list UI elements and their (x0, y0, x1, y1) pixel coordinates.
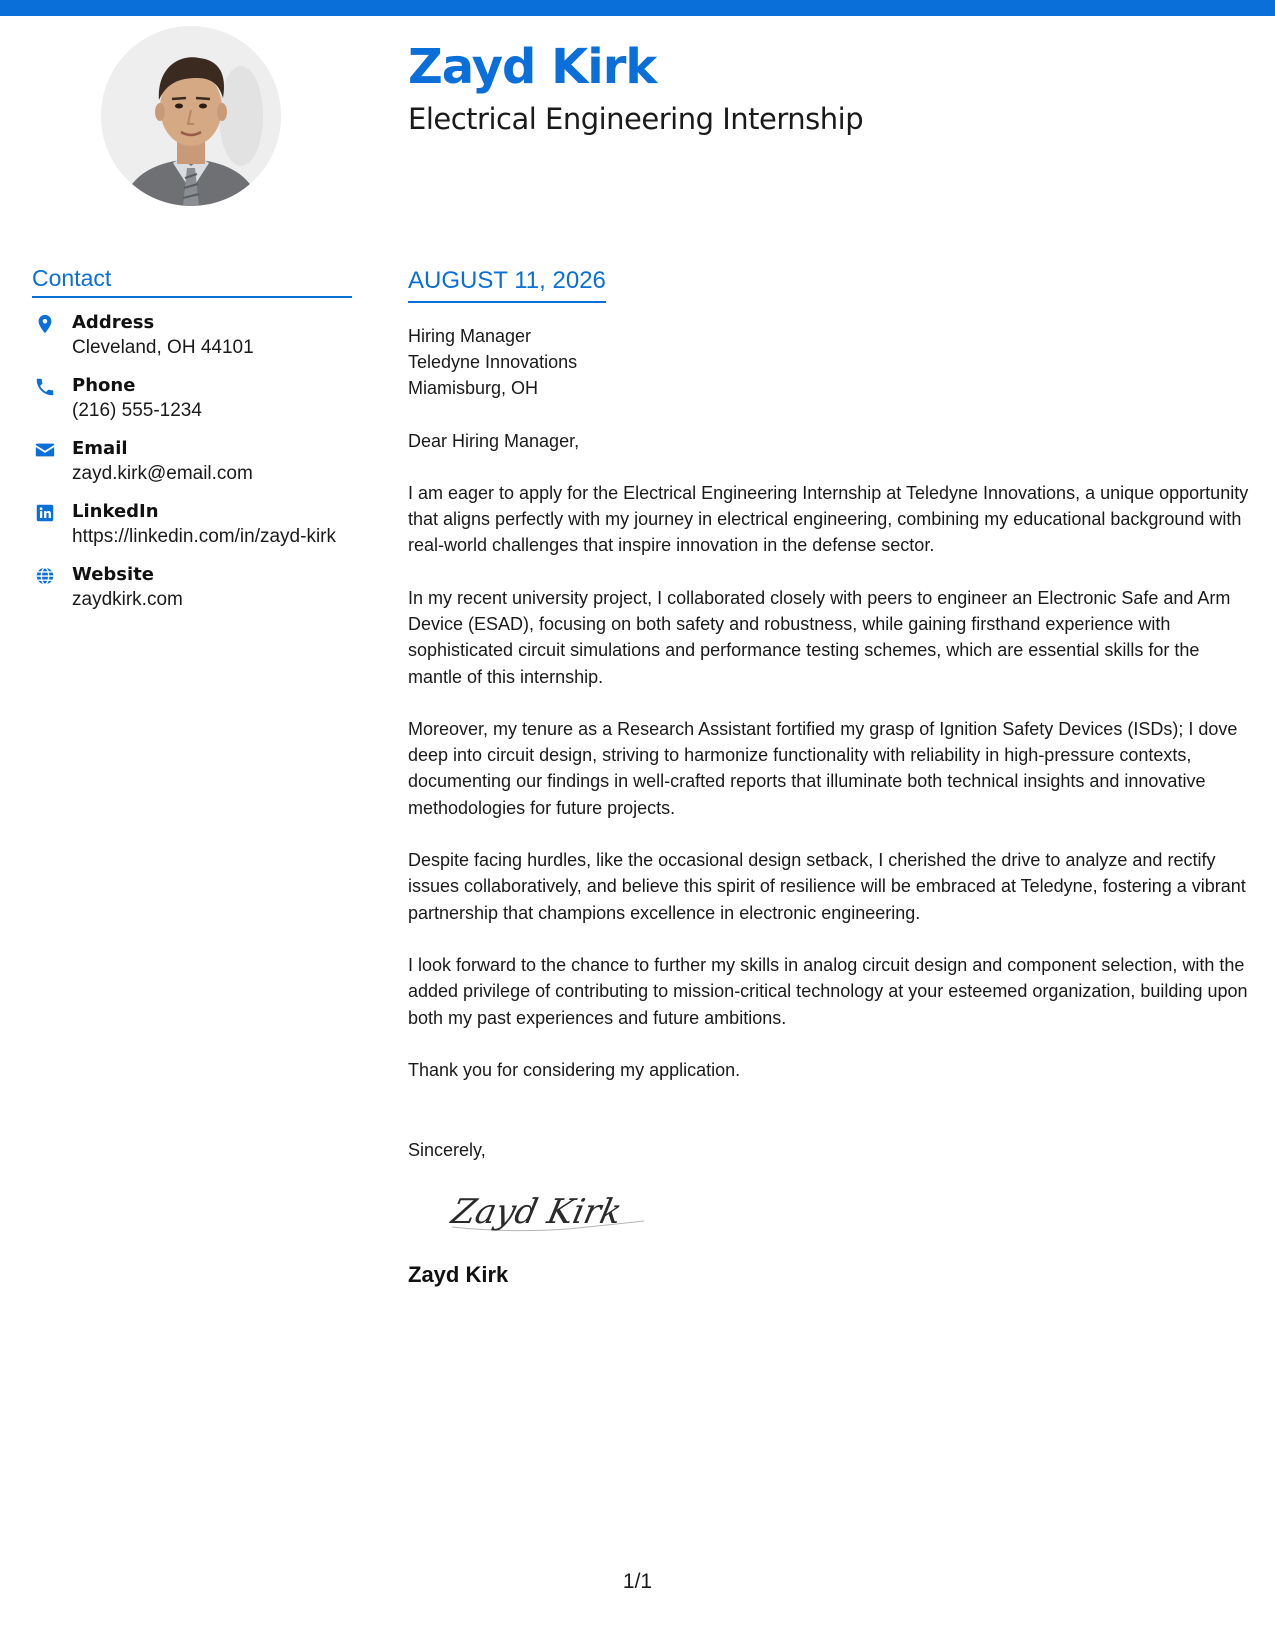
body-paragraph: I am eager to apply for the Electrical Engineering Internship at Teledyne Innovations, a unique opportunity that aligns perfectly with my journey in electrical engineering, combining my educational background with real-world challenges that inspire innovation in the defense sector. (408, 482, 1249, 556)
applicant-name: Zayd Kirk (408, 39, 657, 95)
signer-name: Zayd Kirk (408, 1262, 509, 1288)
linkedin-icon (34, 502, 56, 524)
contact-label-phone: Phone (72, 374, 136, 396)
closing: Sincerely, (408, 1140, 486, 1161)
envelope-icon (34, 439, 56, 461)
svg-text:Zayd Kirk: Zayd Kirk (448, 1192, 626, 1233)
contact-item-phone (32, 373, 352, 423)
contact-label-linkedin: LinkedIn (72, 500, 159, 522)
body-paragraph: Despite facing hurdles, like the occasional design setback, I cherished the drive to analyze and rectify issues collaboratively, and believe this spirit of resilience will be embraced at Teledyne, fostering a vibrant partnership that champions excellence in electronic engineering. (408, 850, 1246, 923)
top-accent-bar (0, 0, 1275, 16)
recipient-title: Hiring Manager (408, 325, 532, 346)
contact-label-address: Address (72, 311, 155, 333)
globe-icon (34, 565, 56, 587)
contact-value-phone: (216) 555-1234 (72, 399, 202, 421)
letter-date: AUGUST 11, 2026 (408, 267, 606, 303)
body-paragraph: Thank you for considering my application. (408, 1059, 741, 1080)
contact-value-email[interactable]: zayd.kirk@email.com (72, 462, 253, 484)
contact-item-linkedin (32, 499, 352, 549)
body-paragraph: Moreover, my tenure as a Research Assistant fortified my grasp of Ignition Safety Devices (ISDs); I dove deep into circuit design, striving to harmonize functionality with reliability in high-pressure contexts, documenting our findings in well-crafted reports that illuminate both technical insights and innovative methodologies for future projects. (408, 718, 1238, 818)
handwritten-signature (448, 1185, 648, 1241)
recipient-location: Miamisburg, OH (408, 377, 539, 398)
contact-value-website[interactable]: zaydkirk.com (72, 588, 183, 610)
recipient-company: Teledyne Innovations (408, 351, 578, 372)
profile-photo (101, 26, 281, 206)
phone-icon (34, 376, 56, 398)
body-paragraph: I look forward to the chance to further my skills in analog circuit design and component selection, with the added privilege of contributing to mission-critical technology at your esteemed organization, building upon both my past experiences and future ambitions. (408, 954, 1248, 1028)
page-number: 1/1 (622, 1570, 653, 1593)
map-pin-icon (34, 313, 56, 335)
body-paragraph: In my recent university project, I collaborated closely with peers to engineer an Electronic Safe and Arm Device (ESAD), focusing on both safety and robustness, while gaining firsthand experience with sophisticated circuit simulations and performance testing schemes, which are essential skills for the mantle of this internship. (408, 587, 1231, 687)
contact-item-email (32, 436, 352, 486)
contact-label-website: Website (72, 563, 155, 585)
contact-item-website (32, 562, 352, 612)
salutation: Dear Hiring Manager, (408, 430, 580, 451)
contact-value-linkedin[interactable]: https://linkedin.com/in/zayd-kirk (72, 525, 336, 547)
contact-sidebar (32, 265, 352, 625)
contact-value-address: Cleveland, OH 44101 (72, 336, 254, 358)
position-title: Electrical Engineering Internship (408, 102, 864, 136)
contact-heading: Contact (32, 265, 352, 298)
recipient-block (408, 323, 1253, 401)
contact-item-address (32, 310, 352, 360)
letter-body (408, 267, 1253, 1288)
contact-label-email: Email (72, 437, 128, 459)
